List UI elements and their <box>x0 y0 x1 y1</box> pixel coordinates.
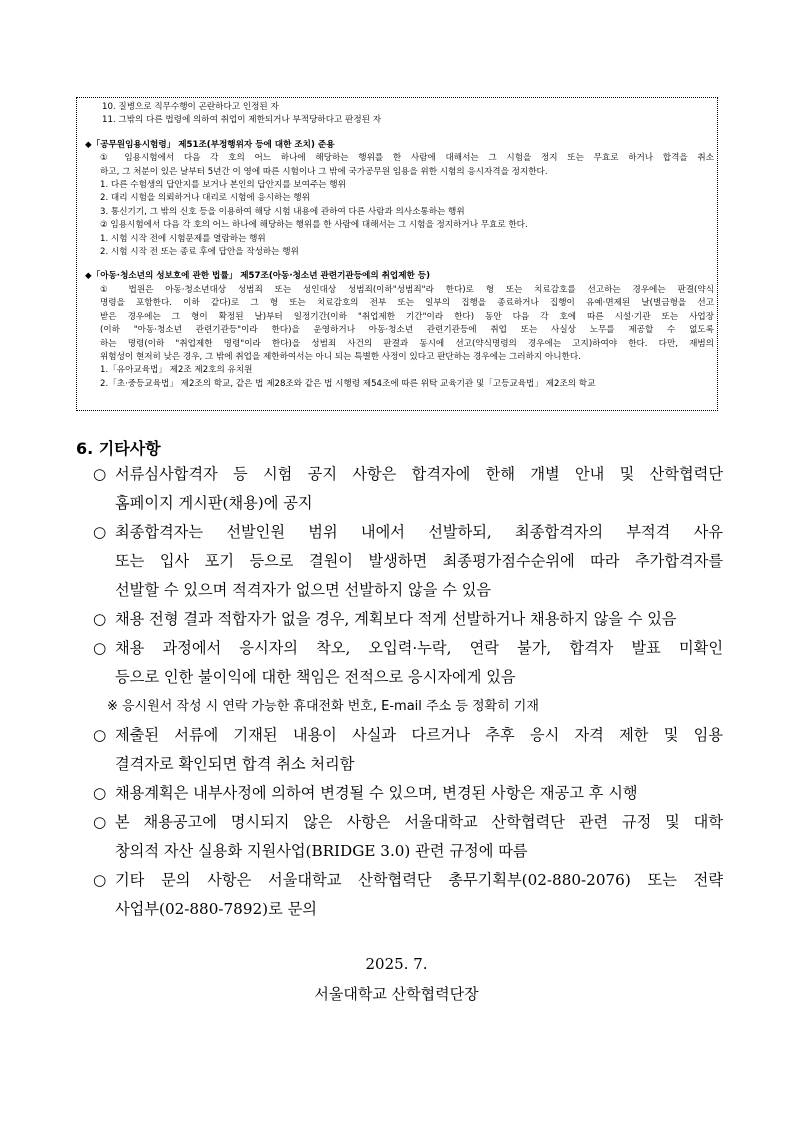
legal-line: ① 임용시험에서 다음 각 호의 어느 하나에 해당하는 행위를 한 사람에 대해서는 그 시험을 정지 또는 무효로 하거나 합격을 취소 <box>100 153 714 164</box>
item-line: 최종합격자는 선발인원 범위 내에서 선발하되, 최종합격자의 부적격 사유 <box>115 523 723 541</box>
list-item <box>93 634 723 692</box>
legal-line: 하고, 그 처분이 있은 날부터 5년간 이 영에 따른 시험이나 그 밖에 국가공무원 임용을 위한 시험의 응시자격을 정지한다. <box>100 166 548 177</box>
item-line: 선발할 수 있으며 적격자가 없으면 선발하지 않을 수 있음 <box>115 581 492 599</box>
legal-line: 위험성이 현저히 낮은 경우, 그 밖에 취업을 제한하여서는 아니 되는 특별한 사정이 있다고 판단하는 경우에는 그러하지 아니한다. <box>100 351 581 362</box>
item-line: 창의적 자산 실용화 지원사업(BRIDGE 3.0) 관련 규정에 따름 <box>115 842 528 860</box>
circle-bullet-icon: ○ <box>93 610 107 628</box>
circle-bullet-icon: ○ <box>93 813 107 831</box>
circle-bullet-icon: ○ <box>93 726 107 744</box>
legal-line: (이하 "아동·청소년 관련기관등"이라 한다)을 운영하거나 아동·청소년 관련기관등에 취업 또는 사실상 노무를 제공할 수 없도록 <box>100 325 714 336</box>
section-title: 6. 기타사항 <box>76 439 161 458</box>
notice-list <box>93 460 723 924</box>
item-line: 채용계획은 내부사정에 의하여 변경될 수 있으며, 변경된 사항은 재공고 후 시행 <box>115 784 638 802</box>
circle-bullet-icon: ○ <box>93 523 107 541</box>
legal-notice-box <box>76 97 718 411</box>
legal-line: 1.「유아교육법」 제2조 제2호의 유치원 <box>100 365 253 376</box>
legal-line: 하는 명령(이하 "취업제한 명령"이라 한다)을 성범죄 사건의 판결과 동시에 선고(약식명령의 경우에는 고지)하여야 한다. 다만, 재범의 <box>100 338 714 349</box>
list-item <box>93 808 723 866</box>
list-item <box>93 518 723 605</box>
legal-line: 1. 시험 시작 전에 시험문제를 열람하는 행위 <box>100 233 266 244</box>
circle-bullet-icon: ○ <box>93 784 107 802</box>
item-line: 결격자로 확인되면 합격 취소 처리함 <box>115 755 355 773</box>
legal-line: 명령을 포함한다. 이하 같다)로 그 형 또는 치료감호의 전부 또는 일부의 집행을 종료하거나 집행이 유예·면제된 날(벌금형을 선고 <box>100 298 714 309</box>
item-line: 기타 문의 사항은 서울대학교 산학협력단 총무기획부(02-880-2076) 또는 전략 <box>115 871 723 889</box>
list-item <box>93 779 723 808</box>
circle-bullet-icon: ○ <box>93 465 107 483</box>
list-item <box>93 721 723 779</box>
item-line: 채용 전형 결과 적합자가 없을 경우, 계획보다 적게 선발하거나 채용하지 않을 수 있음 <box>115 610 677 628</box>
legal-section-heading: ◆「아동·청소년의 성보호에 관한 법률」 제57조(아동·청소년 관련기관등에의 취업제한 등) <box>85 271 431 282</box>
note-text: ※ 응시원서 작성 시 연락 가능한 휴대전화 번호, E-mail 주소 등 정확히 기재 <box>107 699 539 714</box>
item-line: 홈페이지 게시판(채용)에 공지 <box>115 494 313 512</box>
item-line: 제출된 서류에 기재된 내용이 사실과 다르거나 추후 응시 자격 제한 및 임용 <box>115 726 723 744</box>
legal-line: ② 임용시험에서 다음 각 호의 어느 하나에 해당하는 행위를 한 사람에 대해서는 그 시험을 정지하거나 무효로 한다. <box>100 220 528 231</box>
circle-bullet-icon: ○ <box>93 871 107 889</box>
legal-line: 2. 시험 시작 전 또는 종료 후에 답안을 작성하는 행위 <box>100 247 299 258</box>
legal-section-heading: ◆「공무원임용시험령」 제51조(부정행위자 등에 대한 조치) 준용 <box>85 139 335 150</box>
legal-line: 11. 그밖의 다른 법령에 의하여 취업이 제한되거나 부적당하다고 판정된 자 <box>102 115 381 126</box>
item-line: 또는 입사 포기 등으로 결원이 발생하면 최종평가점수순위에 따라 추가합격자를 <box>115 552 723 570</box>
legal-line: 3. 통신기기, 그 밖의 신호 등을 이용하여 해당 시험 내용에 관하여 다른 사람과 의사소통하는 행위 <box>100 206 465 217</box>
legal-line: 받은 경우에는 그 형이 확정된 날)부터 일정기간(이하 "취업제한 기간"이라 한다) 동안 다음 각 호에 따른 시설·기관 또는 사업장 <box>100 311 714 322</box>
item-line: 사업부(02-880-7892)로 문의 <box>115 900 317 918</box>
item-line: 채용 과정에서 응시자의 착오, 오입력·누락, 연락 불가, 합격자 발표 미확인 <box>115 639 723 657</box>
list-item <box>93 460 723 518</box>
legal-line: 1. 다른 수험생의 답안지를 보거나 본인의 답안지를 보여주는 행위 <box>100 180 346 191</box>
circle-bullet-icon: ○ <box>93 639 107 657</box>
legal-line: 2.「초·중등교육법」 제2조의 학교, 같은 법 제28조와 같은 법 시행령 제54조에 따른 위탁 교육기관 및「고등교육법」 제2조의 학교 <box>100 378 596 389</box>
legal-line: 10. 질병으로 직무수행이 곤란하다고 인정된 자 <box>102 102 279 112</box>
list-item <box>93 866 723 924</box>
item-line: 본 채용공고에 명시되지 않은 사항은 서울대학교 산학협력단 관련 규정 및 대학 <box>115 813 723 831</box>
item-line: 등으로 인한 불이익에 대한 책임은 전적으로 응시자에게 있음 <box>115 668 516 686</box>
organization-signature: 서울대학교 산학협력단장 <box>314 985 479 1003</box>
legal-line: 2. 대리 시험을 의뢰하거나 대리로 시험에 응시하는 행위 <box>100 193 310 204</box>
list-item <box>93 605 723 634</box>
legal-line: ① 법원은 아동·청소년대상 성범죄 또는 성인대상 성범죄(이하"성범죄"라 한다)로 형 또는 치료감호를 선고하는 경우에는 판결(약식 <box>100 284 714 295</box>
item-line: 서류심사합격자 등 시험 공지 사항은 합격자에 한해 개별 안내 및 산학협력단 <box>115 465 723 483</box>
announcement-date: 2025. 7. <box>365 955 428 973</box>
